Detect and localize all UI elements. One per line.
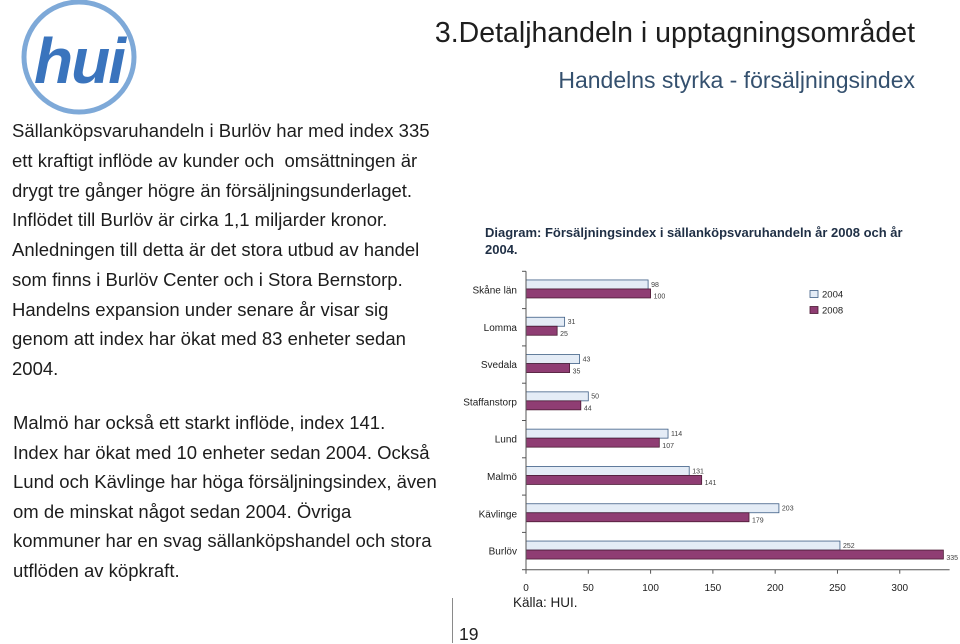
body-text-line: genom att index har ökat med 83 enheter sedan	[12, 328, 406, 350]
data-label-2008-burlov: 335	[946, 554, 959, 562]
legend-label-2004: 2004	[822, 289, 844, 301]
chart-title: Diagram: Försäljningsindex i sällanköpsvaruhandeln år 2008 och år 2004.	[485, 225, 903, 257]
data-label-2008-kavlinge: 179	[752, 517, 764, 525]
data-label-2004-svedala: 43	[582, 356, 591, 364]
bar-2004-burlov	[526, 541, 840, 550]
bar-2008-kavlinge	[526, 513, 749, 522]
page-number: 19	[459, 624, 479, 644]
data-label-2008-staffanstorp: 44	[583, 405, 592, 413]
category-label-lomma: Lomma	[483, 322, 517, 334]
bar-2008-svedala	[526, 364, 570, 373]
data-label-2004-lund: 114	[671, 430, 683, 438]
body-text-line: drygt tre gånger högre än försäljningsunderlaget.	[12, 179, 413, 201]
bar-2004-svedala	[526, 355, 580, 364]
bar-2008-skane-lan	[526, 289, 651, 298]
body-text-line: kommuner har en svag sällanköpshandel och stora	[13, 530, 432, 552]
body-text-line: om de minskat något sedan 2004. Övriga	[13, 500, 352, 522]
data-label-2008-malmo: 141	[704, 480, 717, 488]
data-label-2008-lund: 107	[662, 442, 674, 450]
x-tick-label: 50	[582, 583, 594, 595]
x-tick-label: 200	[766, 583, 784, 595]
legend-swatch-2004	[810, 291, 818, 298]
bar-2004-skane-lan	[526, 280, 648, 289]
body-text-line: 2004.	[12, 358, 59, 379]
body-text-line: Index har ökat med 10 enheter sedan 2004. Också	[13, 441, 430, 463]
bar-2004-kavlinge	[526, 504, 779, 513]
category-label-lund: Lund	[494, 434, 517, 446]
source-note: Källa: HUI.	[513, 595, 578, 610]
data-label-2004-lomma: 31	[567, 319, 576, 327]
body-text-line: utflöden av köpkraft.	[13, 559, 180, 581]
data-label-2008-skane-lan: 100	[653, 293, 666, 301]
body-text-line: Malmö har också ett starkt inflöde, index 141.	[13, 412, 386, 433]
bar-2004-malmo	[526, 466, 689, 475]
body-paragraph-2	[13, 408, 437, 586]
x-tick-label: 100	[642, 583, 659, 595]
bar-2008-lund	[526, 438, 659, 447]
bar-2008-burlov	[526, 550, 943, 559]
body-text-line: Lund och Kävlinge har höga försäljningsindex, även	[13, 471, 437, 493]
legend-swatch-2008	[810, 307, 818, 314]
bar-2008-staffanstorp	[526, 401, 581, 410]
bar-2008-malmo	[526, 475, 702, 484]
logo-text: hui	[34, 25, 124, 97]
body-text-line: ett kraftigt inflöde av kunder och omsättningen är	[12, 149, 418, 171]
body-text-line: Handelns expansion under senare år visar sig	[12, 298, 389, 320]
category-label-skane-lan: Skåne län	[472, 285, 517, 297]
page-title: 3.Detaljhandeln i upptagningsområdet	[434, 17, 915, 49]
category-label-staffanstorp: Staffanstorp	[463, 397, 517, 409]
bar-2008-lomma	[526, 326, 557, 335]
data-label-2008-lomma: 25	[560, 330, 568, 338]
body-text-line: Anledningen till detta är det stora utbud av handel	[12, 239, 420, 260]
body-text-line: som finns i Burlöv Center och i Stora Bernstorp.	[12, 268, 403, 290]
bar-2004-lund	[526, 429, 668, 438]
category-label-burlov: Burlöv	[488, 546, 517, 558]
data-label-2004-staffanstorp: 50	[591, 393, 600, 401]
data-label-2004-kavlinge: 203	[781, 505, 794, 513]
x-tick-label: 150	[704, 583, 722, 595]
x-tick-label: 250	[829, 583, 846, 595]
bar-2004-lomma	[526, 317, 565, 326]
data-label-2004-burlov: 252	[842, 542, 855, 550]
bar-2004-staffanstorp	[526, 392, 588, 401]
bar-chart	[455, 262, 960, 602]
x-tick-label: 0	[523, 583, 529, 595]
data-label-2008-svedala: 35	[572, 368, 581, 376]
body-text-line: Sällanköpsvaruhandeln i Burlöv har med index 335	[12, 120, 430, 141]
legend-label-2008: 2008	[822, 305, 844, 317]
hui-logo	[19, 0, 139, 118]
body-text-line: Inflödet till Burlöv är cirka 1,1 miljarder kronor.	[12, 209, 388, 231]
data-label-2004-malmo: 131	[692, 468, 704, 476]
data-label-2004-skane-lan: 98	[651, 281, 659, 289]
page-subtitle: Handelns styrka - försäljningsindex	[558, 67, 915, 93]
category-label-kavlinge: Kävlinge	[478, 509, 517, 521]
category-label-svedala: Svedala	[480, 360, 517, 372]
category-label-malmo: Malmö	[486, 471, 517, 483]
body-paragraph-1	[12, 116, 430, 384]
legend	[810, 289, 843, 316]
footer-divider	[452, 598, 453, 643]
x-tick-label: 300	[891, 583, 909, 595]
